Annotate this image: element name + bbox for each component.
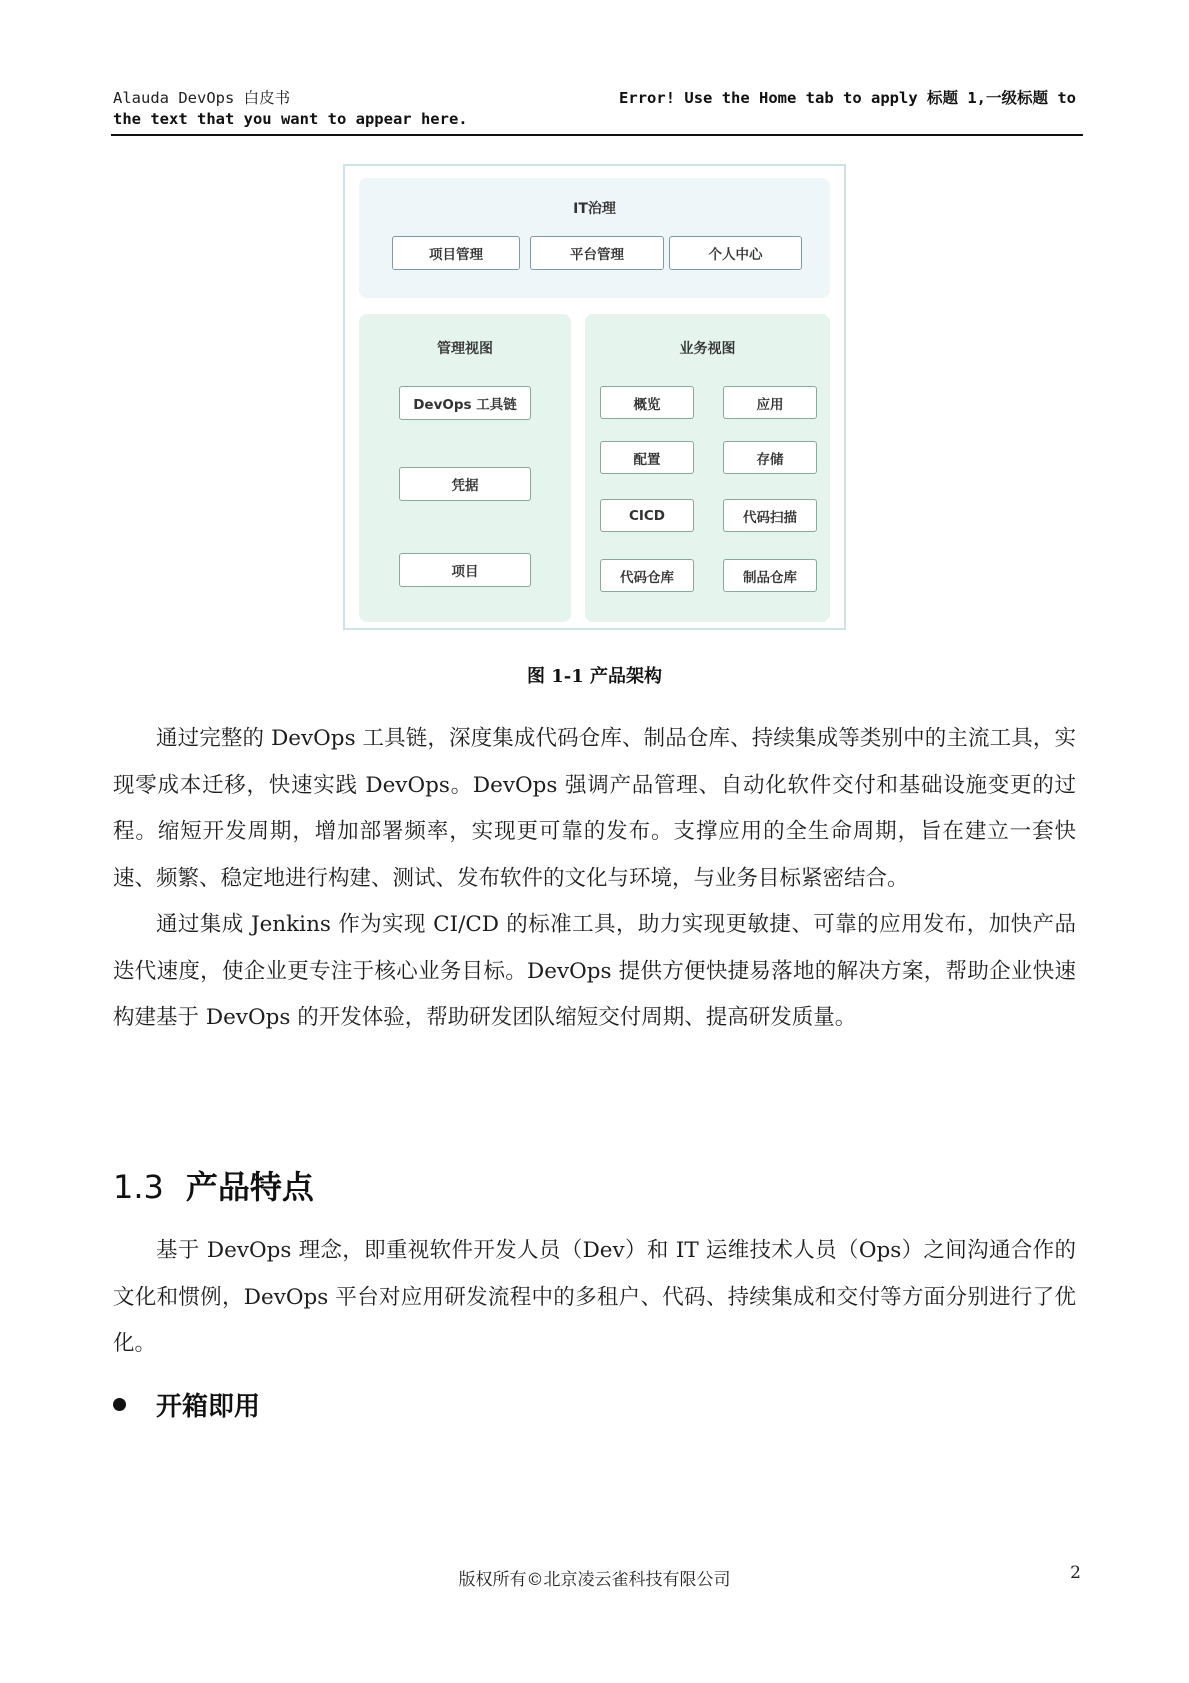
credentials-box: 凭据	[399, 467, 531, 501]
header-doc-title: Alauda DevOps 白皮书	[113, 89, 291, 107]
code-repository-box: 代码仓库	[600, 559, 694, 592]
architecture-diagram	[343, 164, 846, 630]
section-title: 产品特点	[185, 1168, 314, 1206]
artifact-repository-box: 制品仓库	[723, 559, 817, 592]
header-rule	[111, 134, 1083, 136]
management-view-title: 管理视图	[437, 341, 493, 357]
application-box: 应用	[723, 386, 817, 419]
project-management-box: 项目管理	[392, 236, 520, 270]
figure-caption: 图 1-1 产品架构	[526, 666, 663, 687]
section-paragraph-block	[113, 1228, 1076, 1368]
cicd-box: CICD	[600, 499, 694, 532]
business-view-panel	[585, 314, 830, 622]
code-scan-box: 代码扫描	[723, 499, 817, 532]
business-view-title: 业务视图	[679, 341, 736, 357]
devops-toolchain-box: DevOps 工具链	[399, 386, 531, 420]
page-number: 2	[1070, 1563, 1081, 1583]
configuration-box: 配置	[600, 441, 694, 474]
storage-box: 存储	[723, 441, 817, 474]
section-heading	[113, 1162, 314, 1208]
paragraph-devops-toolchain: 通过完整的 DevOps 工具链，深度集成代码仓库、制品仓库、持续集成等类别中的主流工具，实现零成本迁移，快速实践 DevOps。DevOps 强调产品管理、自动化软件交付和基础设施变更的过程。缩短开发周期，增加部署频率，实现更可靠的发布。支撑应用的全生命周期，旨在建立一套快速、频繁、稳定地进行构建、测试、发布软件的文化与环境，与业务目标紧密结合。	[113, 726, 1076, 891]
footer-copyright: 版权所有©北京凌云雀科技有限公司	[458, 1570, 731, 1590]
bullet-dot-icon	[113, 1398, 126, 1411]
paragraph-jenkins: 通过集成 Jenkins 作为实现 CI/CD 的标准工具，助力实现更敏捷、可靠的应用发布，加快产品迭代速度，使企业更专注于核心业务目标。DevOps 提供方便快捷易落地的解决方案，帮助企业快速构建基于 DevOps 的开发体验，帮助研发团队缩短交付周期、提高研发质量。	[113, 912, 1076, 1030]
header-error-text: Error! Use the Home tab to apply 标题 1,一级标题 to	[619, 89, 1076, 107]
it-governance-panel	[359, 178, 830, 298]
section-paragraph: 基于 DevOps 理念，即重视软件开发人员（Dev）和 IT 运维技术人员（Ops）之间沟通合作的文化和惯例，DevOps 平台对应用研发流程中的多租户、代码、持续集成和交付等方面分别进行了优化。	[113, 1238, 1076, 1356]
bullet-text: 开箱即用	[156, 1392, 261, 1422]
bullet-item	[113, 1386, 260, 1423]
header-error-text-line2: the text that you want to appear here.	[113, 110, 468, 128]
it-governance-title: IT治理	[573, 201, 616, 217]
personal-center-box: 个人中心	[669, 236, 802, 270]
platform-management-box: 平台管理	[530, 236, 664, 270]
overview-box: 概览	[600, 386, 694, 419]
project-box: 项目	[399, 553, 531, 587]
intro-paragraphs	[113, 716, 1076, 1042]
section-number: 1.3	[113, 1168, 164, 1206]
management-view-panel	[359, 314, 571, 622]
